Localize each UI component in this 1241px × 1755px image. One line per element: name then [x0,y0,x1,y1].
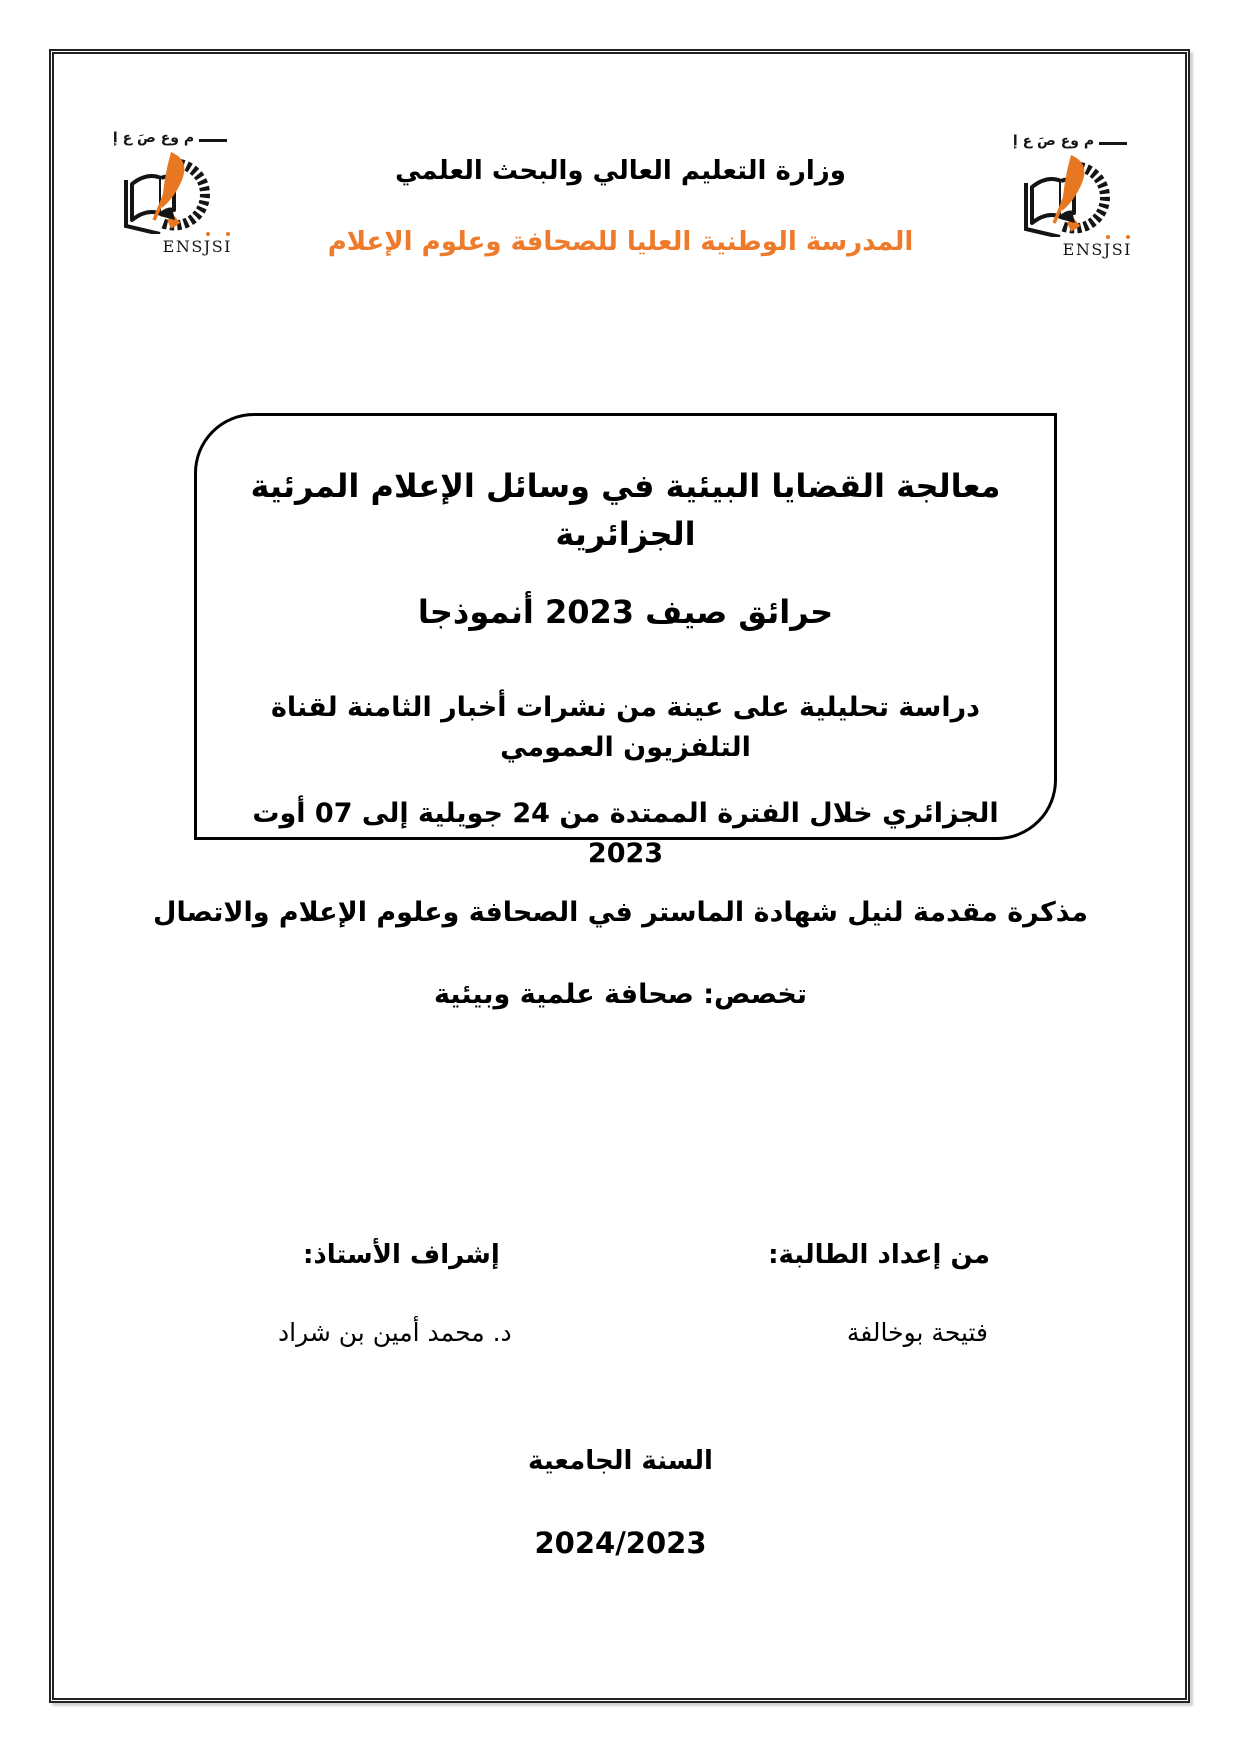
acronym-j: J [1103,240,1112,259]
acronym-ens: ENS [162,237,204,256]
calligraphy-dash [199,139,227,142]
ministry-title: وزارة التعليم العالي والبحث العلمي [395,156,846,186]
specialty-line: تخصص: صحافة علمية وبيئية [433,979,808,1010]
acronym-j: J [203,237,212,256]
thesis-title-box [194,413,1057,869]
calligraphy-text: م وع صَ ع إ [112,130,195,146]
supervisor-label: إشراف الأستاذ: [303,1240,500,1270]
thesis-subtitle-line1: دراسة تحليلية على عينة من نشرات أخبار الثامنة لقناة التلفزيون العمومي [270,692,981,763]
calligraphy-dash [1099,142,1127,145]
academic-year-value: 2024/2023 [534,1526,707,1560]
logo-arabic-abbreviation [104,126,236,150]
acronym-ens: ENS [1062,240,1104,259]
acronym-i: I [224,237,232,256]
thesis-title-line1: معالجة القضايا البيئية في وسائل الإعلام المرئية الجزائرية [250,467,1001,553]
acronym-s: S [211,237,225,256]
acronym-s: S [1111,240,1125,259]
acronym-i: I [1124,240,1132,259]
student-label: من إعداد الطالبة: [768,1240,990,1270]
school-title: المدرسة الوطنية العليا للصحافة وعلوم الإعلام [327,227,914,257]
academic-year-label: السنة الجامعية [528,1446,713,1476]
calligraphy-text: م وع صَ ع إ [1012,133,1095,149]
degree-statement: مذكرة مقدمة لنيل شهادة الماستر في الصحافة وعلوم الإعلام والاتصال [153,897,1088,928]
thesis-title-line2: حرائق صيف 2023 أنموذجا [417,593,834,631]
logo-arabic-abbreviation [1004,129,1136,153]
thesis-subtitle-line2: الجزائري خلال الفترة الممتدة من 24 جويلية إلى 07 أوت 2023 [252,798,999,869]
student-name: فتيحة بوخالفة [846,1318,988,1347]
supervisor-name: د. محمد أمين بن شراد [278,1318,512,1347]
